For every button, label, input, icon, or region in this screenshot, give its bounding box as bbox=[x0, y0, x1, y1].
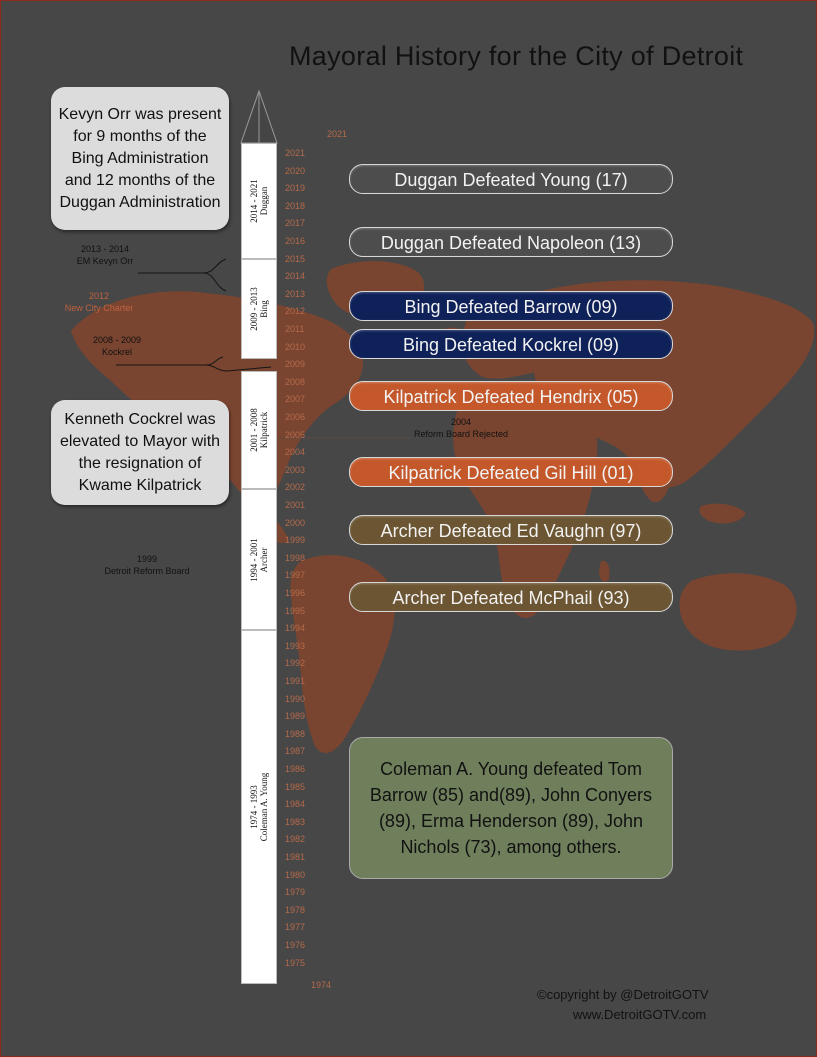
segment-duggan-name: Duggan bbox=[259, 186, 269, 216]
year-label: 2017 bbox=[285, 218, 306, 229]
segment-kilpatrick-name: Kilpatrick bbox=[259, 411, 269, 449]
orr-annotation bbox=[65, 243, 145, 267]
election-kilpatrick-hill: Kilpatrick Defeated Gil Hill (01) bbox=[349, 457, 673, 487]
reform-rejected-annotation bbox=[406, 416, 516, 440]
reform-board-annotation bbox=[95, 553, 199, 577]
year-label: 2018 bbox=[285, 200, 306, 211]
year-label: 1991 bbox=[285, 676, 306, 686]
year-label: 1977 bbox=[285, 922, 306, 933]
year-label: 2001 bbox=[285, 500, 306, 510]
segment-archer-years: 1994 - 2001 bbox=[249, 537, 259, 582]
segment-duggan bbox=[241, 143, 277, 259]
year-label: 2003 bbox=[285, 464, 306, 475]
year-label: 2015 bbox=[285, 253, 306, 264]
year-label: 1984 bbox=[285, 799, 306, 810]
segment-kilpatrick bbox=[241, 371, 277, 489]
election-kilpatrick-hendrix: Kilpatrick Defeated Hendrix (05) bbox=[349, 381, 673, 411]
year-label: 2009 bbox=[285, 359, 306, 370]
election-bing-barrow: Bing Defeated Barrow (09) bbox=[349, 291, 673, 321]
segment-duggan-years: 2014 - 2021 bbox=[249, 179, 259, 223]
election-bing-kockrel: Bing Defeated Kockrel (09) bbox=[349, 329, 673, 359]
year-label: 1980 bbox=[285, 869, 306, 880]
year-label: 2021 bbox=[285, 148, 306, 158]
year-label: 2004 bbox=[285, 447, 306, 458]
year-label: 1978 bbox=[285, 904, 306, 915]
segment-archer bbox=[241, 489, 277, 630]
kockrel-annotation bbox=[77, 334, 157, 358]
reform-rejected-year: 2004 bbox=[450, 417, 472, 427]
page-title: Mayoral History for the City of Detroit bbox=[289, 41, 744, 71]
segment-young-years: 1974 - 1993 bbox=[249, 785, 259, 829]
year-label: 1999 bbox=[285, 535, 306, 546]
kockrel-years: 2008 - 2009 bbox=[92, 335, 142, 345]
year-label: 2000 bbox=[285, 517, 306, 528]
year-label: 1975 bbox=[285, 957, 306, 968]
year-label: 2005 bbox=[285, 429, 306, 440]
year-label: 1987 bbox=[285, 746, 306, 757]
year-label: 2010 bbox=[285, 341, 306, 352]
cockrel-note: Kenneth Cockrel was elevated to Mayor with the resignation of Kwame Kilpatrick bbox=[51, 400, 229, 505]
bottom-year-label: 1974 bbox=[311, 980, 332, 990]
election-archer-vaughn: Archer Defeated Ed Vaughn (97) bbox=[349, 515, 673, 545]
segment-bing bbox=[241, 259, 277, 359]
year-label: 2008 bbox=[285, 376, 306, 387]
year-label: 2012 bbox=[285, 306, 306, 317]
top-year-label: 2021 bbox=[327, 129, 348, 139]
kockrel-label: Kockrel bbox=[101, 347, 132, 357]
segment-young-name: Coleman A. Young bbox=[259, 772, 269, 842]
segment-archer-name: Archer bbox=[259, 547, 269, 572]
segment-bing-years: 2009 - 2013 bbox=[249, 287, 259, 331]
year-label: 2011 bbox=[285, 324, 305, 334]
year-label: 1985 bbox=[285, 781, 306, 792]
charter-label: New City Charter bbox=[64, 303, 134, 313]
year-label: 2002 bbox=[285, 482, 306, 493]
year-label: 2019 bbox=[285, 183, 306, 194]
year-label: 1990 bbox=[285, 693, 306, 704]
charter-annotation bbox=[57, 290, 141, 314]
charter-year: 2012 bbox=[88, 291, 110, 301]
year-label: 1976 bbox=[285, 940, 306, 950]
segment-bing-name: Bing bbox=[259, 300, 269, 318]
year-label: 2020 bbox=[285, 165, 306, 176]
year-label: 1989 bbox=[285, 711, 306, 722]
website-text: www.DetroitGOTV.com bbox=[573, 1007, 707, 1022]
election-duggan-napoleon: Duggan Defeated Napoleon (13) bbox=[349, 227, 673, 257]
year-label: 1982 bbox=[285, 834, 306, 845]
orr-note: Kevyn Orr was present for 9 months of the Bing Administration and 12 months of the Duggan Administration bbox=[51, 87, 229, 230]
year-label: 1998 bbox=[285, 552, 306, 563]
year-label: 1983 bbox=[285, 816, 306, 827]
reform-board-year: 1999 bbox=[136, 554, 158, 564]
year-label: 2007 bbox=[285, 394, 306, 405]
year-label: 1997 bbox=[285, 570, 306, 581]
reform-rejected-label: Reform Board Rejected bbox=[413, 429, 509, 439]
segment-young bbox=[241, 630, 277, 984]
year-label: 1979 bbox=[285, 887, 306, 898]
young-election-note: Coleman A. Young defeated Tom Barrow (85) and(89), John Conyers (89), Erma Henderson (89), John Nichols (73), among others. bbox=[349, 737, 673, 879]
year-label: 2014 bbox=[285, 271, 306, 282]
year-label: 1992 bbox=[285, 658, 306, 669]
year-label: 1993 bbox=[285, 640, 306, 651]
year-label: 2006 bbox=[285, 412, 306, 422]
election-duggan-young: Duggan Defeated Young (17) bbox=[349, 164, 673, 194]
year-label: 2016 bbox=[285, 236, 306, 246]
orr-label: EM Kevyn Orr bbox=[76, 256, 134, 266]
year-label: 2013 bbox=[285, 288, 306, 299]
copyright-text: ©copyright by @DetroitGOTV bbox=[537, 987, 709, 1002]
election-archer-mcphail: Archer Defeated McPhail (93) bbox=[349, 582, 673, 612]
orr-years: 2013 - 2014 bbox=[80, 244, 130, 254]
reform-board-label: Detroit Reform Board bbox=[104, 566, 190, 576]
year-label: 1996 bbox=[285, 588, 306, 598]
year-label: 1986 bbox=[285, 764, 306, 774]
year-label: 1995 bbox=[285, 605, 306, 616]
year-label: 1994 bbox=[285, 623, 306, 634]
year-label: 1981 bbox=[285, 852, 306, 862]
year-label: 1988 bbox=[285, 728, 306, 739]
segment-kilpatrick-years: 2001 - 2008 bbox=[249, 408, 259, 452]
